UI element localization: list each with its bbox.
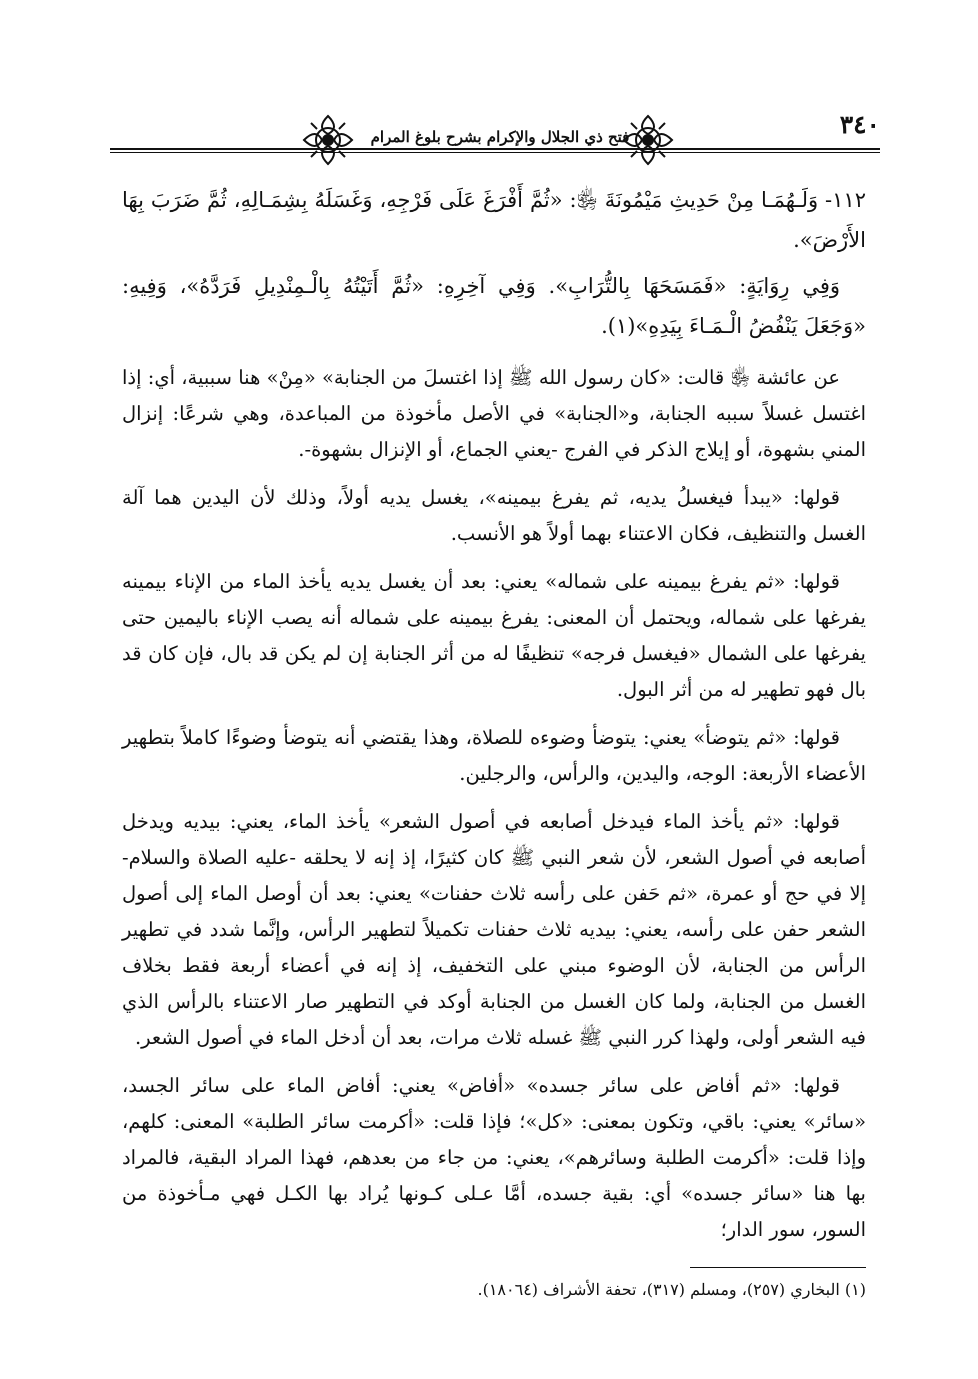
commentary-paragraph: قولها: «ثم أفاض على سائر جسده» «أفاض» يعني: أفاض الماء على سائر الجسد، «سائر» يعني: باقي، وتكون بمعنى: «كل»؛ فإذا قلت: «أكرمت سائر الطلبة» المعنى: كلهم، وإذا قلت: «أكرمت الطلبة وسائرهم»، يعني: من جاء من بعدهم، فهذا المراد البقية، فالمراد بها هنا «سائر جسده» أي: بقية جسده، أمَّا عـلى كـونها يُراد بها الكـل فهي مـأخوذة من السور، سور الدار؛ xyxy=(122,1074,866,1241)
body-text xyxy=(122,180,866,1260)
page-number: ٣٤٠ xyxy=(839,110,880,139)
hadith-text: ١١٢- وَلَـهُمَـا مِنْ حَدِيثِ مَيْمُونَةَ ﵂: «ثُمَّ أَفْرَغَ عَلَى فَرْجِهِ، وَغَسَلَهُ بِشِمَـالِهِ، ثُمَّ ضَرَبَ بِهَا الأَرْضَ». xyxy=(122,188,866,252)
footnote-rule xyxy=(690,1267,866,1268)
commentary-paragraph: عن عائشة ﵂ قالت: «كان رسول الله ﷺ إذا اغتسلَ من الجنابة» «مِنْ» هنا سببية، أي: إذا اغتسل غسلاً سببه الجنابة، و«الجنابة» في الأصل مأخوذة من المباعدة، وهي شرعًا: إنزال المني بشهوة، أو إيلاج الذكر في الفرج -يعني الجماع، أو الإنزال بشهوة-. xyxy=(122,366,866,461)
footnote: (١) البخاري (٢٥٧)، ومسلم (٣١٧)، تحفة الأشراف (١٨٠٦٤). xyxy=(477,1280,866,1299)
commentary-paragraph: قولها: «ثم يتوضأ» يعني: يتوضأ وضوءه للصلاة، وهذا يقتضي أنه يتوضأ وضوءًا كاملاً بتطهير الأعضاء الأربعة: الوجه، واليدين، والرأس، والرجلين. xyxy=(122,726,866,785)
book-title: فتح ذي الجلال والإكرام بشرح بلوغ المرام xyxy=(370,128,630,146)
page-header xyxy=(110,108,880,168)
commentary-paragraph: قولها: «ثم يأخذ الماء فيدخل أصابعه في أصول الشعر» يأخذ الماء، يعني: بيديه ويدخل أصابعه في أصول الشعر، لأن شعر النبي ﷺ كان كثيرًا، إذ إنه لا يحلقه -عليه الصلاة والسلام- إلا في حج أو عمرة، «ثم حَفن على رأسه ثلاث حفنات» يعني: بعد أن أوصل الماء إلى أصول الشعر حفن على رأسه، يعني: بيديه ثلاث حفنات تكميلاً لتطهير الرأس، وإنَّما شدد في تطهير الرأس من الجنابة، لأن الوضوء مبني على التخفيف، إذ إنه في أعضاء أربعة فقط بخلاف الغسل من الجنابة، ولما كان الغسل من الجنابة أوكد في التطهير صار الاعتناء بالرأس الذي فيه الشعر أولى، ولهذا كرر النبي ﷺ غسله ثلاث مرات، بعد أن أدخل الماء في أصول الشعر. xyxy=(122,810,866,1049)
header-rule xyxy=(110,148,880,153)
commentary-paragraph: قولها: «ثم يفرغ بيمينه على شماله» يعني: بعد أن يغسل يديه يأخذ الماء من الإناء بيمينه يفرغها على شماله، ويحتمل أن المعنى: يفرغ بيمينه على شماله أنه يصب الإناء باليمين حتى يفرغها على الشمال «فيغسل فرجه» تنظيفًا له من أثر الجنابة إن لم يكن قد بال، فإن كان قد بال فهو تطهير له من أثر البول. xyxy=(122,570,866,701)
commentary-paragraph: قولها: «يبدأ فيغسلُ يديه، ثم يفرغ بيمينه»، يغسل يديه أولاً، وذلك لأن اليدين هما آلة الغسل والتنظيف، فكان الاعتناء بهما أولاً هو الأنسب. xyxy=(122,486,866,545)
floral-ornament-icon xyxy=(300,112,356,168)
hadith-narration: وَفِي رِوَايَةٍ: «فَمَسَحَهَا بِالتُّرَابِ». وَفِي آخِرِهِ: «ثُمَّ أَتَيْتُهُ بِالْـمِنْدِيلِ فَرَدَّهُ»، وَفِيهِ: «وَجَعَلَ يَنْفُضُ الْـمَـاءَ بِيَدِهِ»(١). xyxy=(122,274,866,338)
